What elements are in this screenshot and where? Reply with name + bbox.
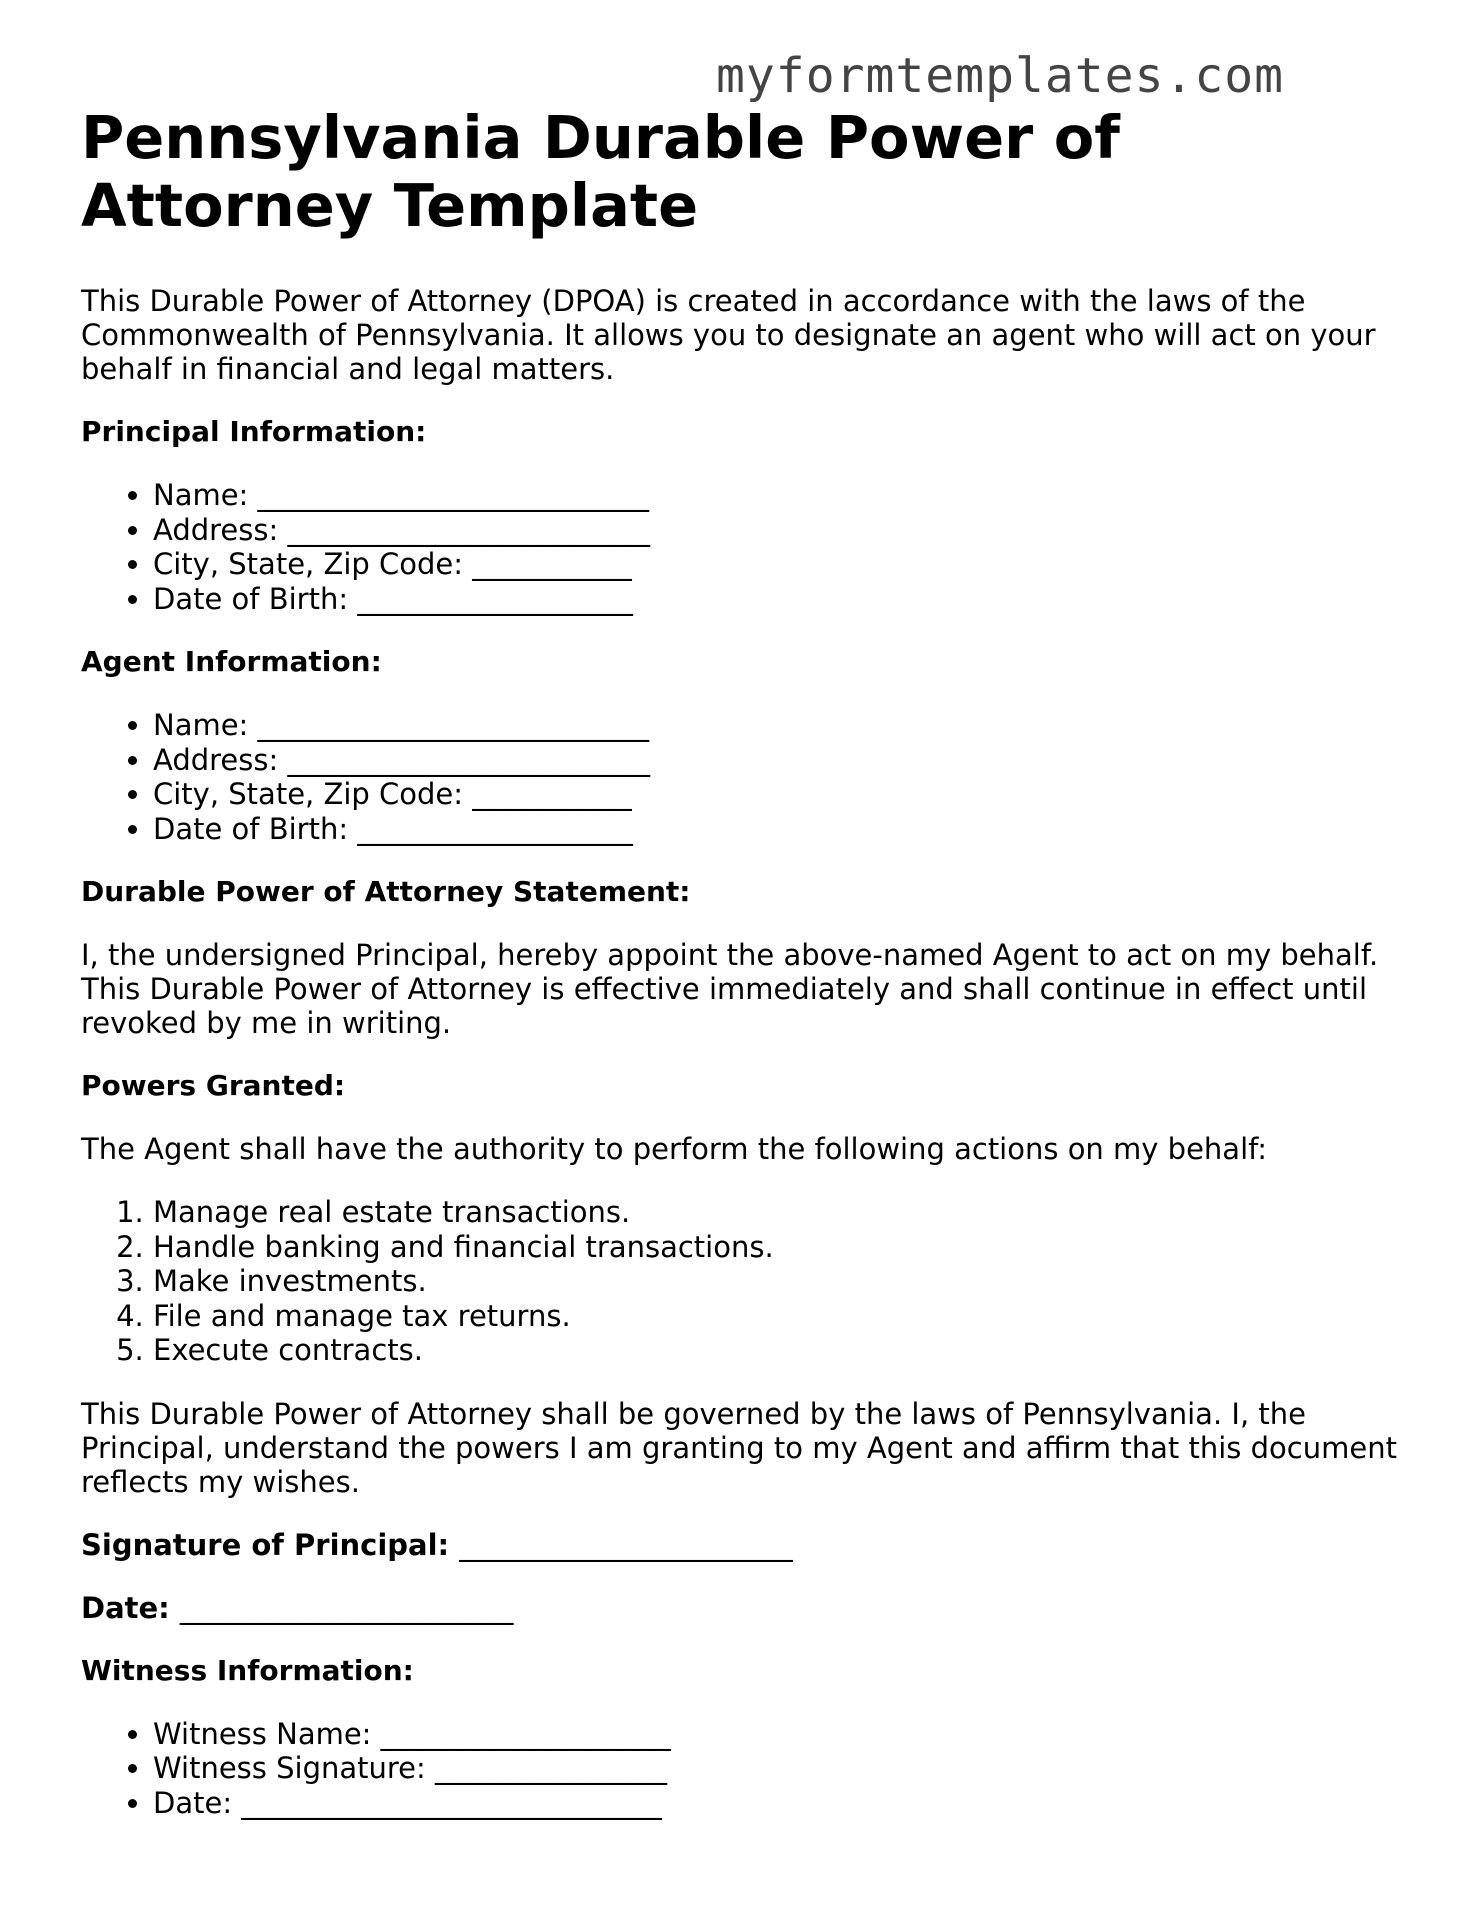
power-item: 5. Execute contracts. xyxy=(153,1333,1401,1368)
principal-heading: Principal Information: xyxy=(81,415,427,448)
intro-paragraph: This Durable Power of Attorney (DPOA) is created in accordance with the laws of the Commonwealth of Pennsylvania. It allows you to designate an agent who will act on your behalf in financial and legal matters. xyxy=(81,284,1376,386)
principal-fields-list xyxy=(81,478,1401,616)
witness-heading: Witness Information: xyxy=(81,1653,414,1687)
power-item: 4. File and manage tax returns. xyxy=(153,1299,1401,1334)
principal-city-state-zip-field: • City, State, Zip Code: ___________ xyxy=(153,547,1401,582)
power-item: 1. Manage real estate transactions. xyxy=(153,1195,1401,1230)
power-item: 3. Make investments. xyxy=(153,1264,1401,1299)
witness-name-field: • Witness Name: ____________________ xyxy=(153,1717,1401,1752)
statement-paragraph: I, the undersigned Principal, hereby appoint the above-named Agent to act on my behalf. This Durable Power of Attorney is effective immediately and shall continue in effect until revoked by me in writing. xyxy=(81,938,1379,1040)
witness-signature-field: • Witness Signature: ________________ xyxy=(153,1751,1401,1786)
powers-heading: Powers Granted: xyxy=(81,1069,346,1102)
principal-address-field: • Address: _________________________ xyxy=(153,513,1401,548)
principal-name-field: • Name: ___________________________ xyxy=(153,478,1401,513)
agent-name-field: • Name: ___________________________ xyxy=(153,708,1401,743)
agent-fields-list xyxy=(81,708,1401,846)
signature-blank: _______________________ xyxy=(459,1527,793,1562)
signature-row xyxy=(81,1528,1401,1562)
agent-address-field: • Address: _________________________ xyxy=(153,743,1401,778)
powers-list xyxy=(81,1195,1401,1368)
powers-intro: The Agent shall have the authority to perform the following actions on my behalf: xyxy=(81,1132,1268,1166)
statement-heading: Durable Power of Attorney Statement: xyxy=(81,875,691,908)
date-blank: _______________________ xyxy=(179,1590,514,1625)
power-item: 2. Handle banking and financial transactions. xyxy=(153,1230,1401,1265)
document-body xyxy=(81,104,1401,1849)
principal-dob-field: • Date of Birth: ___________________ xyxy=(153,582,1401,617)
date-row xyxy=(81,1591,1401,1625)
witness-fields-list xyxy=(81,1717,1401,1821)
signature-label: Signature of Principal: xyxy=(81,1527,460,1562)
date-label: Date: xyxy=(81,1590,180,1625)
watermark-text: myformtemplates.com xyxy=(716,48,1285,104)
witness-date-field: • Date: _____________________________ xyxy=(153,1786,1401,1821)
page-title: Pennsylvania Durable Power of Attorney Template xyxy=(81,103,1120,240)
agent-heading: Agent Information: xyxy=(81,645,382,678)
governing-paragraph: This Durable Power of Attorney shall be governed by the laws of Pennsylvania. I, the Principal, understand the powers I am granting to my Agent and affirm that this document reflects my wishes. xyxy=(81,1396,1397,1499)
agent-dob-field: • Date of Birth: ___________________ xyxy=(153,812,1401,847)
agent-city-state-zip-field: • City, State, Zip Code: ___________ xyxy=(153,777,1401,812)
